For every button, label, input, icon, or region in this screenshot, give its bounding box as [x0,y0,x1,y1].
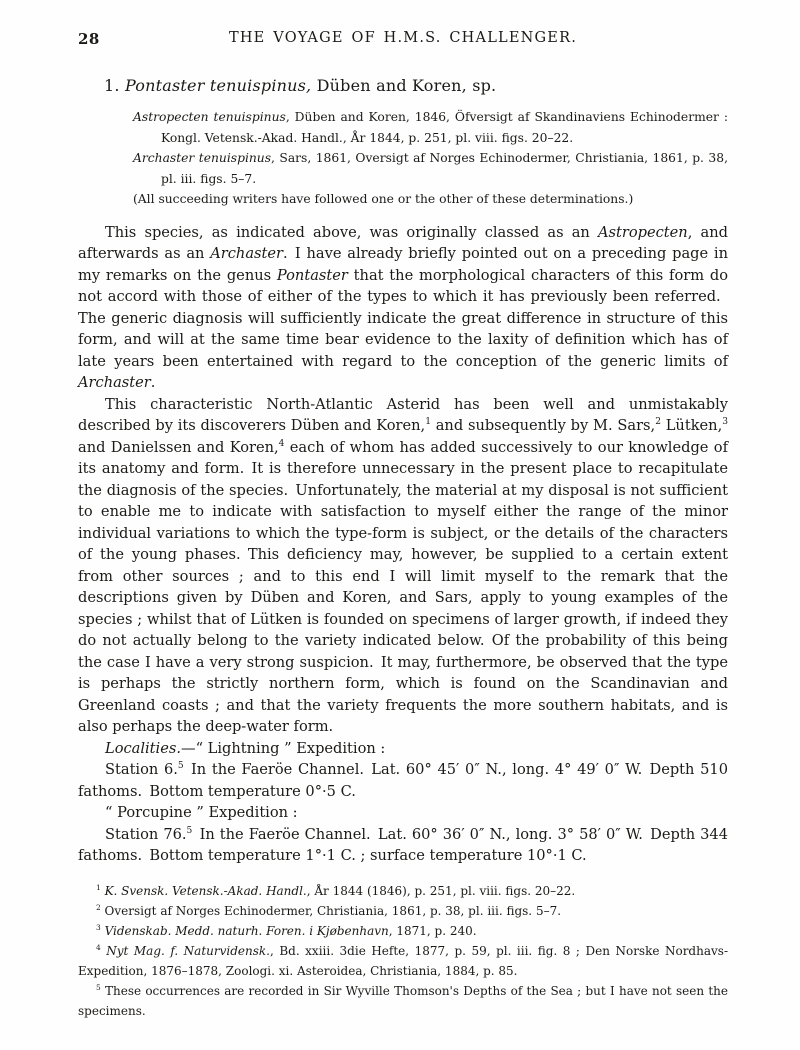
text-segment: These occurrences are recorded in Sir Wyville Thomson's Depths of the Sea ; but I have not seen the specimens. [78,983,728,1018]
text-segment: This characteristic North-Atlantic Asterid has been well and unmistakably described by its discoverers Düben and Koren, [78,395,728,434]
text-segment: . I have already briefly pointed out on a preceding page in my remarks on the genus [78,245,728,284]
species-name: Pontaster tenuispinus, [124,76,312,95]
text-segment: Astropecten tenuispinus [133,110,286,124]
synonymy-entry [133,107,728,148]
footnote-marker: 2 [655,417,661,428]
footnote-marker: 4 [278,438,285,449]
body-text [78,222,728,867]
text-segment: Localities. [105,739,181,757]
footnote-marker: 3 [722,417,728,428]
text-segment: In the Faeröe Channel. Lat. 60° 45′ 0″ N., long. 4° 49′ 0″ W. Depth 510 fathoms. Bottom temperature 0°·5 C. [78,761,728,800]
text-segment: , År 1844 (1846), p. 251, pl. viii. figs. 20–22. [306,883,576,898]
species-heading [104,76,728,95]
text-segment: Astropecten [598,223,688,241]
text-segment: Archaster [78,374,151,391]
text-segment: , Bd. xxiii. 3die Hefte, 1877, p. 59, pl. iii. fig. 8 ; Den Norske Nordhavs-Expedition, 1876–1878, Zoologi. xi. Asteroidea, Christiania, 1884, p. 85. [78,943,728,978]
footnote-marker: 1 [425,417,431,428]
footnote-marker: 4 [96,942,101,952]
paragraph [78,738,728,760]
synonymy-entry [133,189,728,210]
text-segment: . [150,374,156,391]
text-segment: each of whom has added successively to our knowledge of its anatomy and form. It is therefore unnecessary in the present place to recapitulate the diagnosis of the species. Unfortunately, the material at my disposal is not sufficient to enable me to indicate with satisfaction to myself either the range of the minor individual variations to which the type-form is subject, or the details of the characters of the young phases. This deficiency may, however, be supplied to a certain extent from other sources ; and to this end I will limit myself to the remark that the descriptions given by Düben and Koren, and Sars, apply to young examples of the species ; whilst that of Lütken is founded on specimens of larger growth, if indeed they do not actually belong to the variety indicated below. Of the probability of this being the case I have a very strong suspicion. It may, furthermore, be observed that the type is perhaps the strictly northern form, which is found on the Scandinavian and Greenland coasts ; and that the variety frequents the more southern habitats, and is also perhaps the deep-water form. [78,438,728,735]
text-segment: —“ Lightning ” Expedition : [180,739,386,757]
paragraph [78,824,728,867]
text-segment: Archaster tenuispinus [133,151,272,165]
text-segment: This species, as indicated above, was originally classed as an [105,223,598,241]
footnotes [78,881,728,1021]
footnote [78,881,728,901]
text-segment: Archaster [210,245,283,262]
running-title: THE VOYAGE OF H.M.S. CHALLENGER. [228,30,578,46]
text-segment: “ Porcupine ” Expedition : [105,804,298,821]
paragraph [78,394,728,738]
text-segment: Lütken, [660,417,723,434]
text-segment: that the morphological characters of this form do not accord with those of either of the types to which it has previously been referred. The generic diagnosis will sufficiently indicate the great difference in structure of this form, and will at the same time bear evidence to the laxity of definition which has of late years been entertained with regard to the conception of the generic limits of [78,266,728,370]
text-segment: and subsequently by M. Sars, [430,417,656,434]
text-segment: K. Svensk. Vetensk.-Akad. Handl. [104,883,307,898]
text-segment: Oversigt af Norges Echinodermer, Christiania, 1861, p. 38, pl. iii. figs. 5–7. [100,903,562,918]
text-segment: Nyt Mag. f. Naturvidensk. [106,943,270,958]
text-segment: and Danielssen and Koren, [78,438,279,456]
page-header [78,30,728,50]
footnote [78,901,728,921]
species-authority: Düben and Koren, sp. [316,76,497,95]
text-segment: Station 76. [105,825,187,843]
footnote-marker: 5 [177,761,184,772]
footnote-marker: 3 [96,922,101,932]
synonymy-entry [133,148,728,189]
text-segment: Station 6. [105,761,178,778]
text-segment: , Sars, 1861, Oversigt af Norges Echinodermer, Christiania, 1861, p. 38, pl. iii. figs. 5–7. [161,151,728,186]
text-segment: Videnskab. Medd. naturh. Foren. i Kjøbenhavn [104,923,389,938]
paragraph [78,802,728,824]
text-segment: (All succeeding writers have followed one or the other of these determinations.) [133,192,634,206]
footnote [78,941,728,981]
paragraph [78,222,728,394]
footnote [78,981,728,1021]
text-segment: , Düben and Koren, 1846, Öfversigt af Skandinaviens Echinodermer : Kongl. Vetensk.-Akad. Handl., År 1844, p. 251, pl. viii. figs. 20–22. [161,110,728,145]
text-segment: Pontaster [276,266,348,284]
page-number: 28 [78,30,100,48]
footnote [78,921,728,941]
footnote-marker: 5 [186,825,193,836]
footnote-marker: 2 [96,902,101,912]
text-segment: In the Faeröe Channel. Lat. 60° 36′ 0″ N., long. 3° 58′ 0″ W. Depth 344 fathoms. Bottom temperature 1°·1 C. ; surface temperature 10°·1 C. [78,825,728,864]
paragraph [78,759,728,802]
footnote-marker: 1 [96,882,101,892]
footnote-marker: 5 [96,982,101,992]
species-index: 1. [104,76,120,95]
synonymy-block [133,107,728,210]
text-segment: , and afterwards as an [78,223,728,262]
text-segment: , 1871, p. 240. [388,923,477,938]
